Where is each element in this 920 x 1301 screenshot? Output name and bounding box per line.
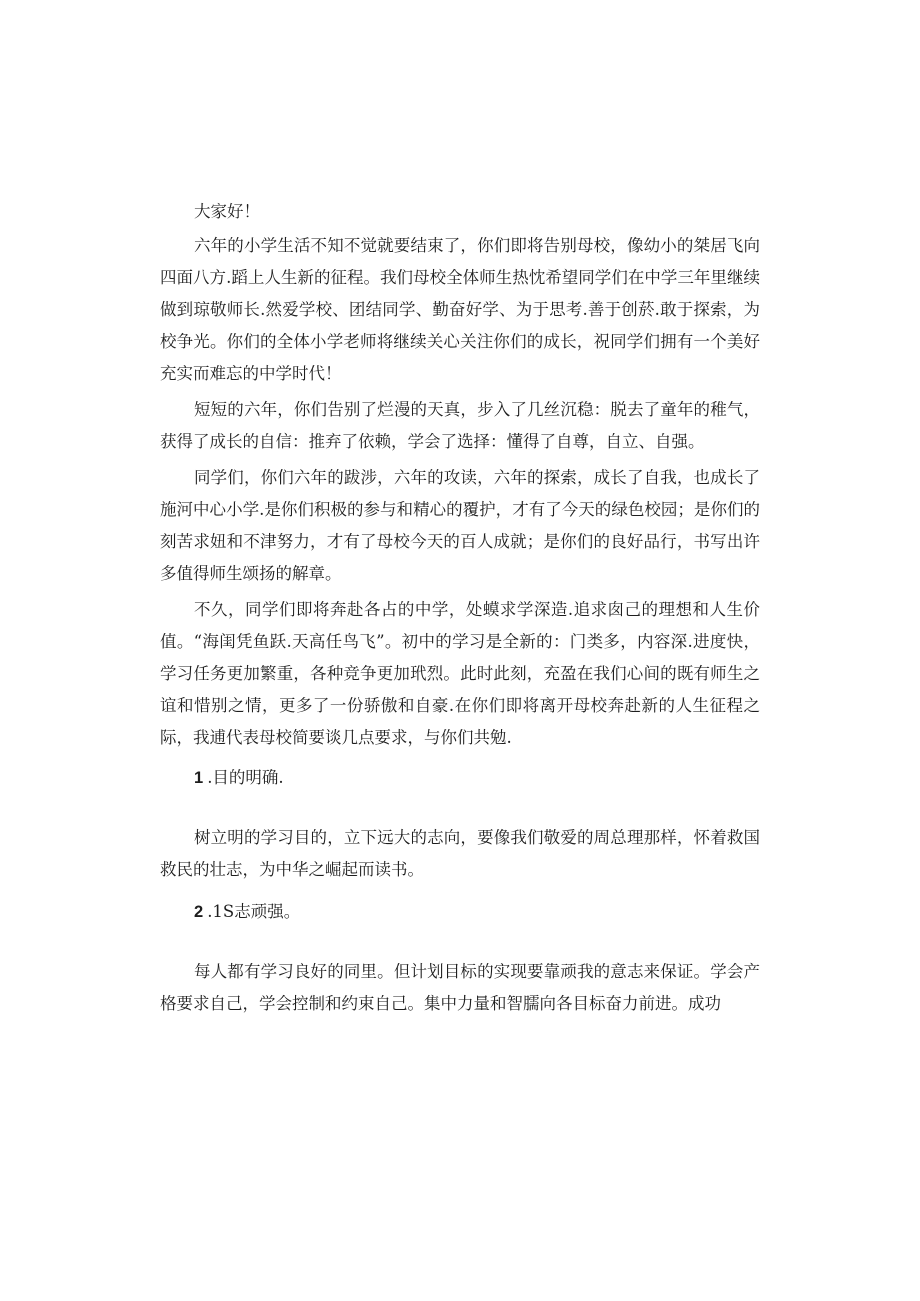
item-1-body: 树立明的学习目的，立下远大的志向，要像我们敬爱的周总理那样，怀着救国救民的壮志，为中华之崛起而读书。 bbox=[160, 828, 760, 879]
paragraph-2: 短短的六年，你们告别了烂漫的天真，步入了几丝沉稳：脱去了童年的稚气，获得了成长的自信：推弃了依赖，学会了选择：懂得了自尊，自立、自强。 bbox=[160, 400, 760, 451]
item-2-heading bbox=[160, 896, 760, 928]
paragraph-4: 不久，同学们即将奔赴各占的中学，处蟆求学深造.追求囱己的理想和人生价值。“海闺凭鱼跃.天高任鸟飞”。初中的学习是全新的：门类多，内容深.进度快，学习任务更加繁重，各种竞争更加玳烈。此时此刻，充盈在我们心间的既有师生之谊和惜别之情，更多了一份骄傲和自豪.在你们即将离开母校奔赴新的人生征程之际，我逋代表母校简要谈几点要求，与你们共勉. bbox=[160, 600, 760, 747]
item-1-title: .目的明确. bbox=[207, 768, 284, 787]
paragraph-1: 六年的小学生活不知不觉就要结束了，你们即将告别母校，像幼小的桀居飞向四面八方.蹈上人生新的征程。我们母校全体师生热忱希望同学们在中学三年里继续做到琼敬师长.然爱学校、团结同学、勤奋好学、为于思考.善于创菸.敢于探索，为校争光。你们的全体小学老师将继续关心关注你们的成长，祝同学们拥有一个美好充实而难忘的中学时代！ bbox=[160, 236, 760, 383]
item-2-number: 2 bbox=[194, 903, 204, 921]
item-1-heading bbox=[160, 762, 760, 794]
item-2-body: 每人都有学习良好的同里。但计划目标的实现要靠顽我的意志来保证。学会产格要求自己，学会控制和约束自己。集中力量和智臑向各目标奋力前进。成功 bbox=[160, 962, 760, 1013]
item-2-title: .1S志顽强。 bbox=[207, 902, 301, 921]
greeting: 大家好！ bbox=[194, 202, 260, 221]
paragraph-3: 同学们，你们六年的跋涉，六年的攻读，六年的探索，成长了自我，也成长了施河中心小学.是你们积极的参与和精心的覆护，才有了今天的绿色校园；是你们的刻苦求妞和不津努力，才有了母校今天的百人成就；是你们的良好品行，书写出许多值得师生颂扬的解章。 bbox=[160, 468, 760, 583]
document-body bbox=[160, 196, 760, 1024]
item-1-number: 1 bbox=[194, 769, 204, 787]
